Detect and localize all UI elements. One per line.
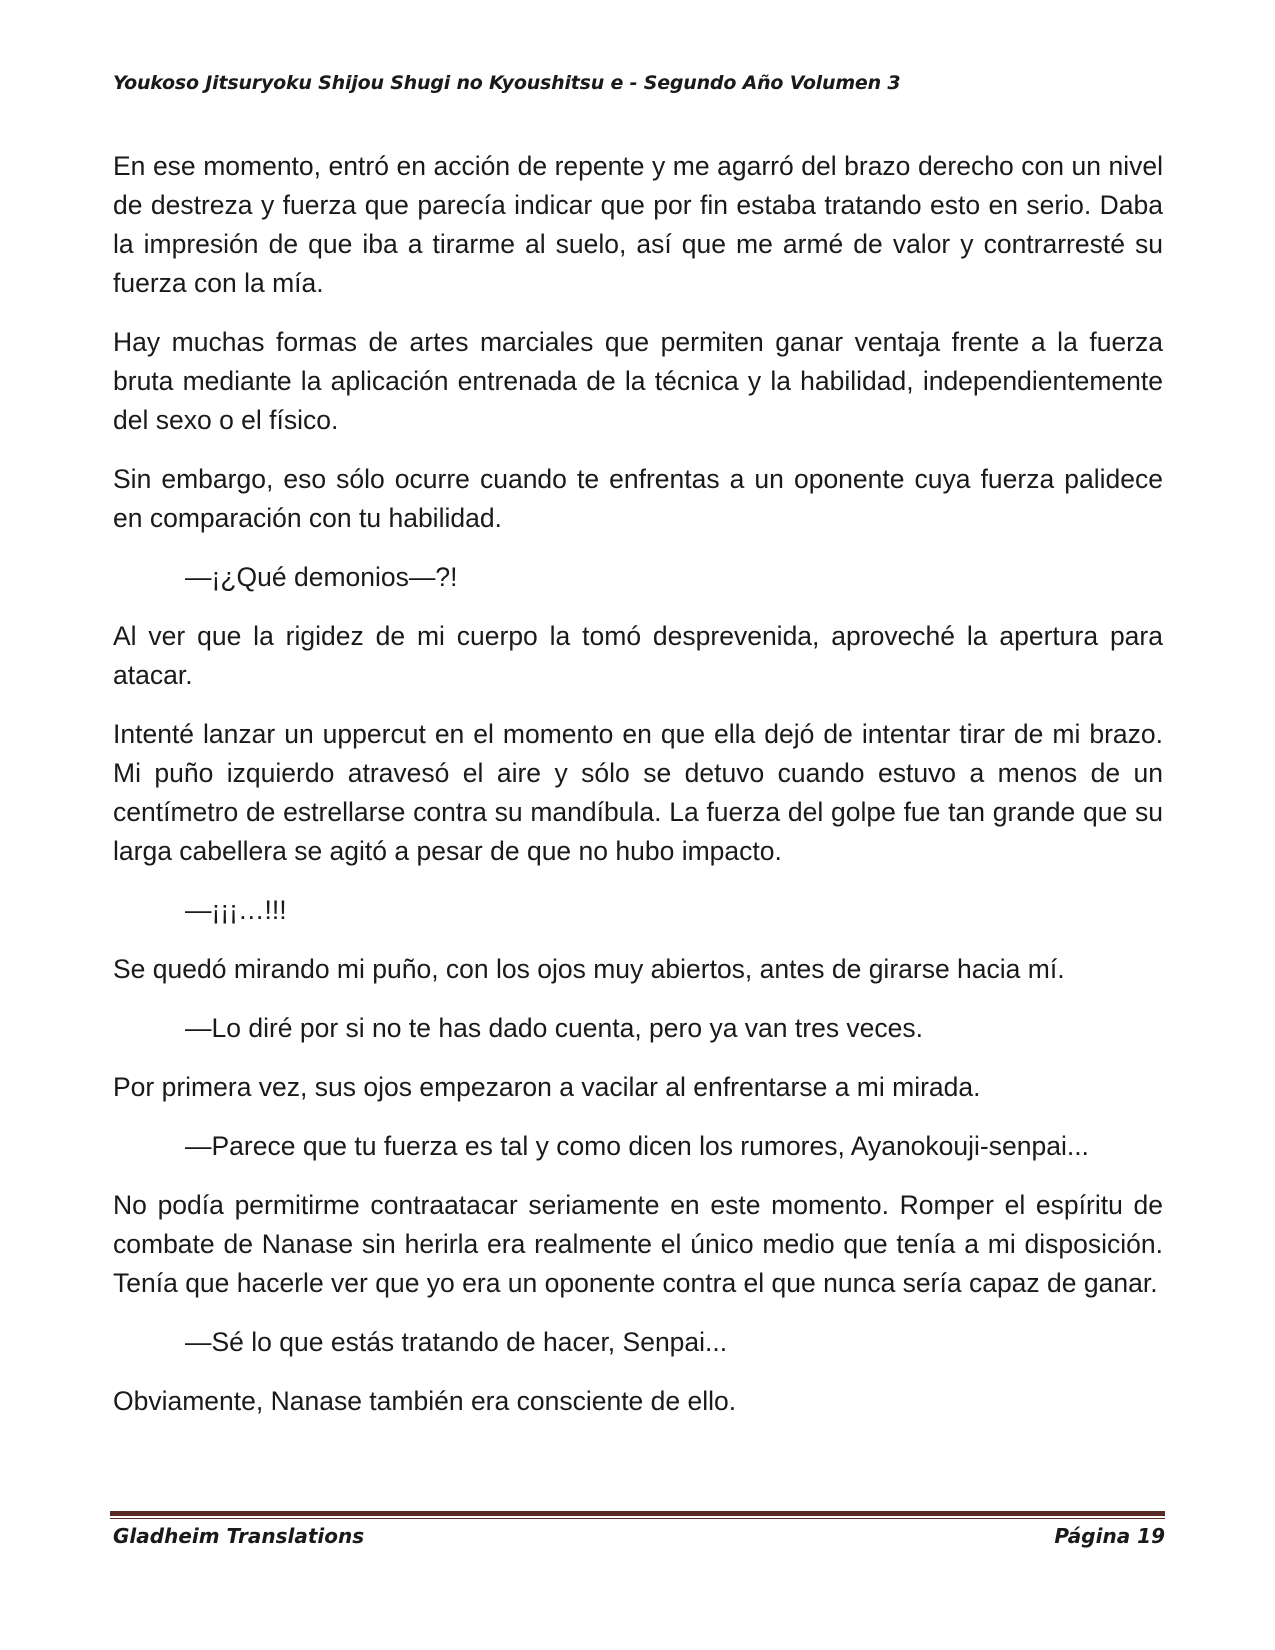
paragraph: No podía permitirme contraatacar seriamente en este momento. Romper el espíritu de combate de Nanase sin herirla era realmente el único medio que tenía a mi disposición. Tenía que hacerle ver que yo era un oponente contra el que nunca sería capaz de ganar. bbox=[113, 1190, 1163, 1298]
dialogue-line: —Parece que tu fuerza es tal y como dicen los rumores, Ayanokouji-senpai... bbox=[185, 1131, 1089, 1161]
paragraph: Se quedó mirando mi puño, con los ojos muy abiertos, antes de girarse hacia mí. bbox=[113, 954, 1065, 984]
dialogue-line: —Lo diré por si no te has dado cuenta, pero ya van tres veces. bbox=[185, 1013, 924, 1043]
body-text bbox=[113, 147, 1163, 1441]
dialogue-line: —¡¿Qué demonios—?! bbox=[185, 562, 458, 592]
paragraph: Intenté lanzar un uppercut en el momento en que ella dejó de intentar tirar de mi brazo. Mi puño izquierdo atravesó el aire y sólo se detuvo cuando estuvo a menos de un centímetro de estrellarse contra su mandíbula. La fuerza del golpe fue tan grande que su larga cabellera se agitó a pesar de que no hubo impacto. bbox=[113, 719, 1163, 866]
paragraph: En ese momento, entró en acción de repente y me agarró del brazo derecho con un nivel de destreza y fuerza que parecía indicar que por fin estaba tratando esto en serio. Daba la impresión de que iba a tirarme al suelo, así que me armé de valor y contrarresté su fuerza con la mía. bbox=[113, 151, 1163, 298]
paragraph: Sin embargo, eso sólo ocurre cuando te enfrentas a un oponente cuya fuerza palidece en comparación con tu habilidad. bbox=[113, 464, 1163, 533]
paragraph: Por primera vez, sus ojos empezaron a vacilar al enfrentarse a mi mirada. bbox=[113, 1072, 981, 1102]
page-number: Página 19 bbox=[1054, 1524, 1165, 1548]
paragraph: Hay muchas formas de artes marciales que permiten ganar ventaja frente a la fuerza bruta mediante la aplicación entrenada de la técnica y la habilidad, independientemente del sexo o el físico. bbox=[113, 327, 1163, 435]
paragraph: Obviamente, Nanase también era consciente de ello. bbox=[113, 1386, 737, 1416]
paragraph: Al ver que la rigidez de mi cuerpo la tomó desprevenida, aproveché la apertura para atacar. bbox=[113, 621, 1163, 690]
footer-divider-thin-line bbox=[110, 1518, 1165, 1519]
dialogue-line: —Sé lo que estás tratando de hacer, Senpai... bbox=[185, 1327, 728, 1357]
footer-publisher: Gladheim Translations bbox=[113, 1524, 365, 1548]
dialogue-line: —¡¡¡…!!! bbox=[185, 895, 287, 925]
footer-divider-thick-line bbox=[110, 1511, 1165, 1516]
page-header-title: Youkoso Jitsuryoku Shijou Shugi no Kyoushitsu e - Segundo Año Volumen 3 bbox=[113, 72, 901, 94]
